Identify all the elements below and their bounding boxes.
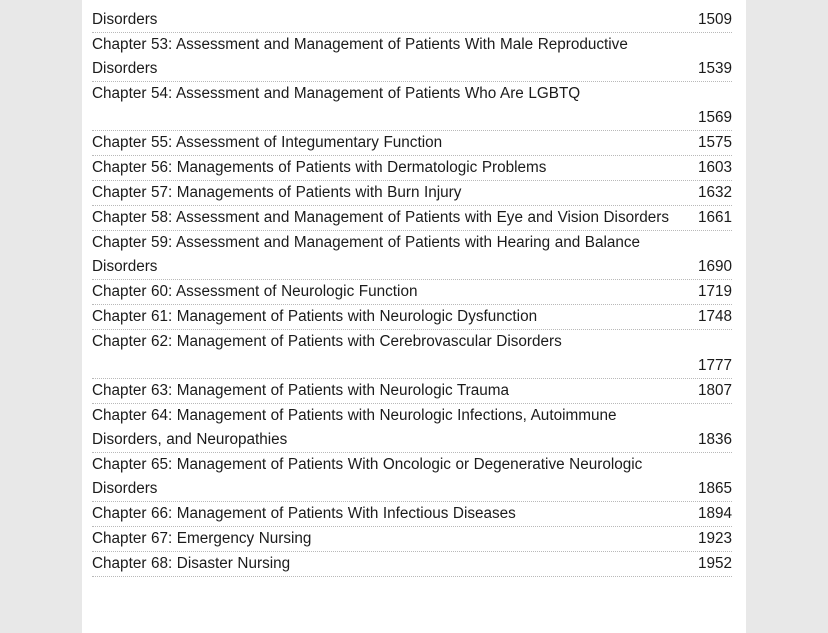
toc-entry-title: Chapter 55: Assessment of Integumentary Function [92, 134, 443, 151]
toc-entry[interactable] [92, 33, 732, 82]
toc-entry-title: Chapter 61: Management of Patients with Neurologic Dysfunction [92, 308, 538, 325]
toc-entry-page-number: 1894 [697, 505, 732, 522]
toc-entry[interactable] [92, 404, 732, 453]
toc-entry-title: Disorders [92, 11, 158, 28]
toc-entry-page-number: 1865 [697, 480, 732, 497]
document-page [82, 0, 746, 633]
toc-entry-page-number: 1569 [697, 109, 732, 126]
toc-entry-page-number: 1603 [697, 159, 732, 176]
toc-entry[interactable] [92, 453, 732, 502]
toc-entry-title: Chapter 60: Assessment of Neurologic Function [92, 283, 418, 300]
toc-entry[interactable] [92, 379, 732, 404]
toc-entry-page-number: 1807 [697, 382, 732, 399]
toc-entry-title: Chapter 67: Emergency Nursing [92, 530, 312, 547]
toc-entry-page-number: 1748 [697, 308, 732, 325]
table-of-contents-list [82, 8, 746, 577]
toc-entry-page-number: 1509 [697, 11, 732, 28]
toc-entry-page-number: 1923 [697, 530, 732, 547]
toc-entry-title: Chapter 66: Management of Patients With Infectious Diseases [92, 505, 516, 522]
toc-entry-title: Chapter 53: Assessment and Management of Patients With Male Reproductive Disorders [92, 36, 628, 77]
toc-entry[interactable] [92, 280, 732, 305]
toc-entry-title: Chapter 65: Management of Patients With Oncologic or Degenerative Neurologic Disorders [92, 456, 643, 497]
toc-entry[interactable] [92, 8, 732, 33]
toc-entry[interactable] [92, 305, 732, 330]
toc-entry-title: Chapter 57: Managements of Patients with Burn Injury [92, 184, 462, 201]
toc-entry-page-number: 1836 [697, 431, 732, 448]
toc-entry-title: Chapter 62: Management of Patients with Cerebrovascular Disorders [92, 333, 562, 350]
toc-entry[interactable] [92, 502, 732, 527]
toc-entry[interactable] [92, 552, 732, 577]
toc-entry-title: Chapter 64: Management of Patients with Neurologic Infections, Autoimmune Disorders, and Neuropathies [92, 407, 617, 448]
toc-entry[interactable] [92, 527, 732, 552]
toc-entry-title: Chapter 58: Assessment and Management of Patients with Eye and Vision Disorders [92, 209, 669, 226]
toc-entry[interactable] [92, 181, 732, 206]
toc-entry[interactable] [92, 131, 732, 156]
toc-entry-page-number: 1690 [697, 258, 732, 275]
toc-entry-page-number: 1539 [697, 60, 732, 77]
toc-entry-title: Chapter 63: Management of Patients with Neurologic Trauma [92, 382, 510, 399]
toc-entry[interactable] [92, 231, 732, 280]
toc-entry-page-number: 1575 [697, 134, 732, 151]
toc-entry-title: Chapter 59: Assessment and Management of Patients with Hearing and Balance Disorders [92, 234, 641, 275]
toc-entry-page-number: 1719 [697, 283, 732, 300]
toc-entry-page-number: 1952 [697, 555, 732, 572]
toc-entry-page-number: 1661 [697, 209, 732, 226]
toc-entry-page-number: 1777 [697, 357, 732, 374]
toc-entry[interactable] [92, 330, 732, 379]
toc-entry[interactable] [92, 82, 732, 131]
toc-entry[interactable] [92, 156, 732, 181]
toc-entry-page-number: 1632 [697, 184, 732, 201]
toc-entry[interactable] [92, 206, 732, 231]
toc-entry-title: Chapter 56: Managements of Patients with Dermatologic Problems [92, 159, 547, 176]
toc-entry-title: Chapter 54: Assessment and Management of Patients Who Are LGBTQ [92, 85, 581, 102]
toc-entry-title: Chapter 68: Disaster Nursing [92, 555, 291, 572]
